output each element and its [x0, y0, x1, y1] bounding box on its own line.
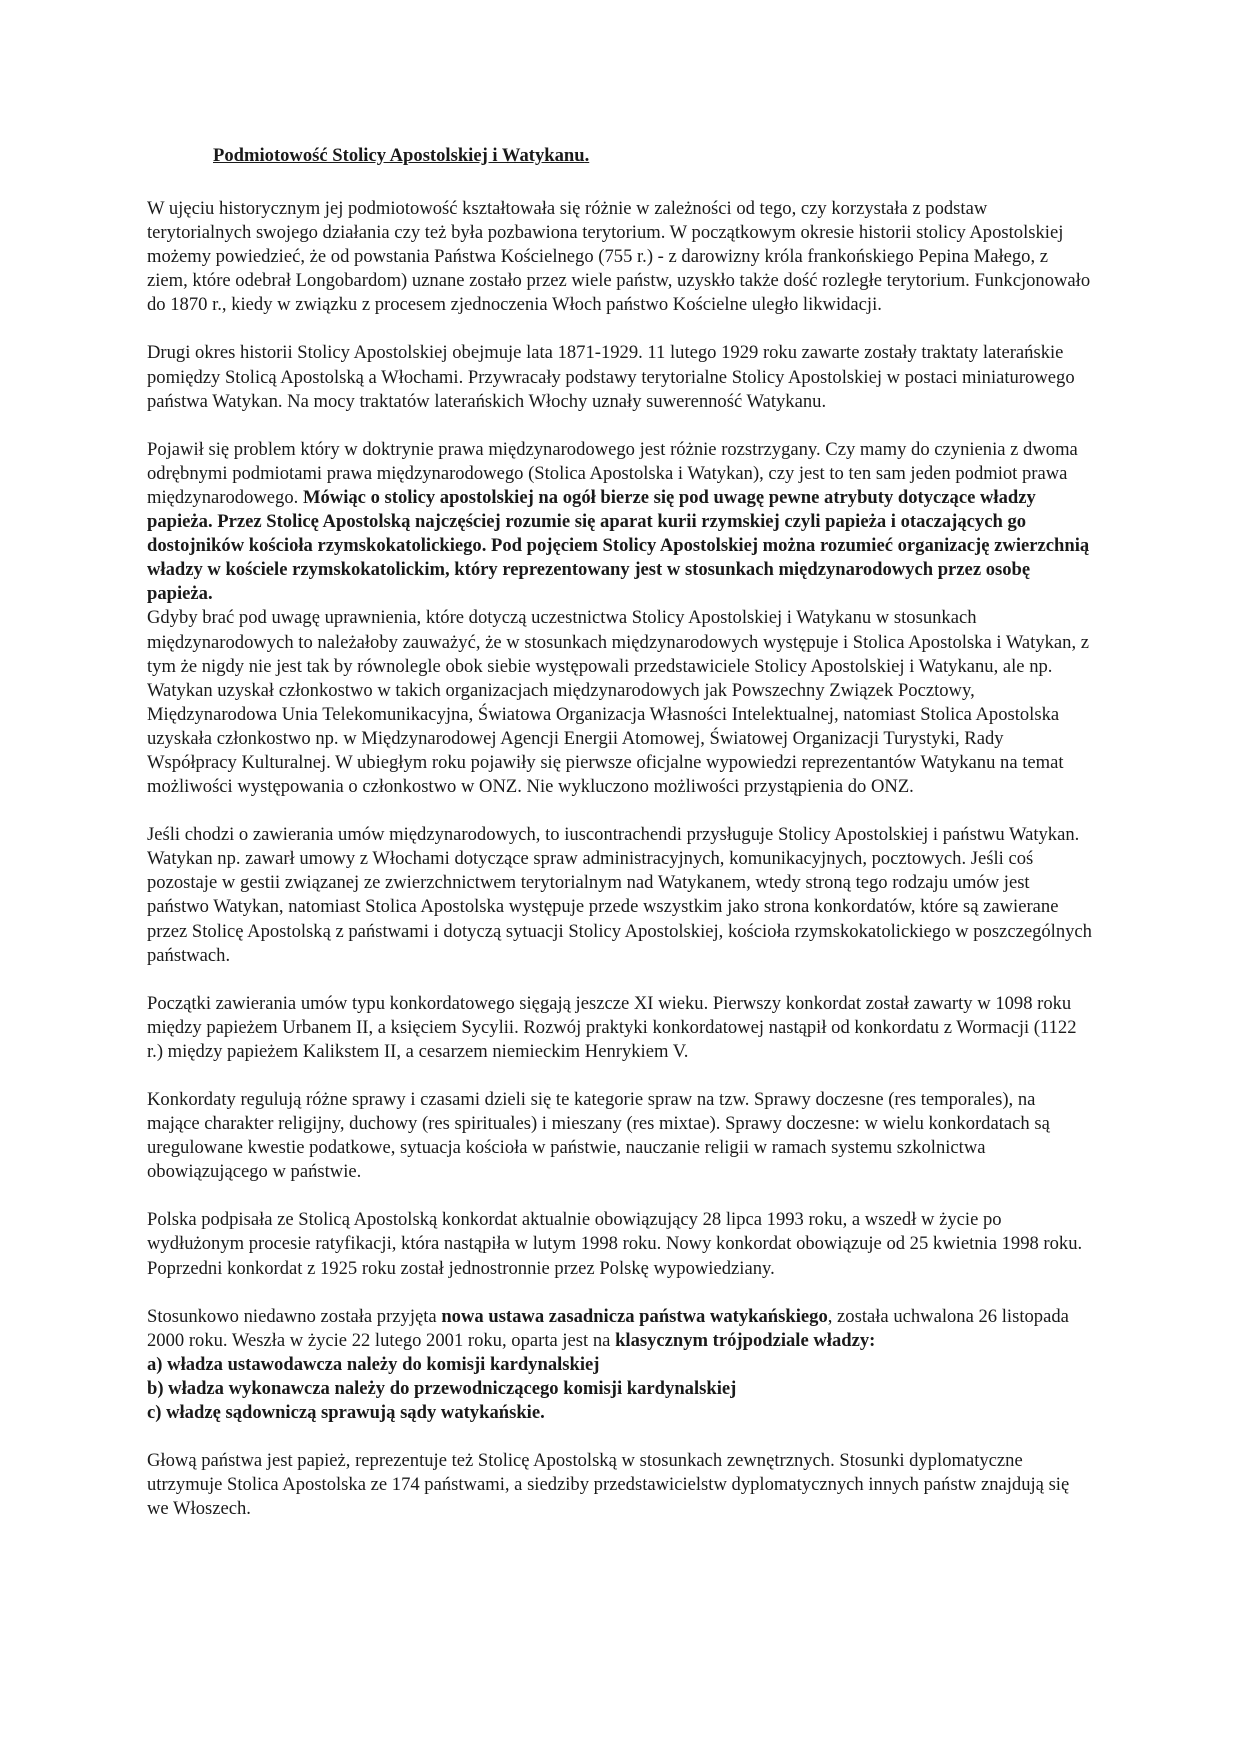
paragraph-international-participation: Gdyby brać pod uwagę uprawnienia, które dotyczą uczestnictwa Stolicy Apostolskiej i Watykanu w stosunkach międzynarodowych to należałoby zauważyć, że w stosunkach międzynarodowych występuje i Stolica Apostolska i Watykan, z tym że nigdy nie jest tak by równolegle obok siebie występowali przedstawiciele Stolicy Apostolskiej i Watykanu, ale np. Watykan uzyskał członkostwo w takich organizacjach międzynarodowych jak Powszechny Związek Pocztowy, Międzynarodowa Unia Telekomunikacyjna, Światowa Organizacja Własności Intelektualnej, natomiast Stolica Apostolska uzyskała członkostwo np. w Międzynarodowej Agencji Energii Atomowej, Światowej Organizacji Turystyki, Rady Współpracy Kulturalnej. W ubiegłym roku pojawiły się pierwsze oficjalne wypowiedzi reprezentantów Watykanu na temat możliwości występowania o członkostwo w ONZ. Nie wykluczono możliwości przystąpienia do ONZ. — [147, 607, 1090, 798]
document-title — [213, 144, 1092, 168]
list-item-judicial: c) władzę sądowniczą sprawują sądy watykańskie. — [147, 1402, 545, 1424]
list-item-legislative: a) władza ustawodawcza należy do komisji kardynalskiej — [147, 1353, 600, 1375]
paragraph-treaties: Jeśli chodzi o zawierania umów międzynarodowych, to iuscontrachendi przysługuje Stolicy Apostolskiej i państwu Watykan. Watykan np. zawarł umowy z Włochami dotyczące spraw administracyjnych, komunikacyjnych, pocztowych. Jeśli coś pozostaje w gestii związanej ze zwierzchnictwem terytorialnym nad Watykanem, wtedy stroną tego rodzaju umów jest państwo Watykan, natomiast Stolica Apostolska występuje przede wszystkim jako strona konkordatów, które są zawierane przez Stolicę Apostolską z państwami i dotyczą sytuacji Stolicy Apostolskiej, kościoła rzymskokatolickiego w poszczególnych państwach. — [147, 824, 1092, 966]
title-text: Podmiotowość Stolicy Apostolskiej i Watykanu — [213, 145, 585, 166]
list-item-executive: b) władza wykonawcza należy do przewodniczącego komisji kardynalskiej — [147, 1377, 737, 1399]
paragraph-head-of-state: Głową państwa jest papież, reprezentuje też Stolicę Apostolską w stosunkach zewnętrznych. Stosunki dyplomatyczne utrzymuje Stolica Apostolska ze 174 państwami, a siedziby przedstawicielstw dyplomatycznych innych państw znajdują się we Włoszech. — [147, 1450, 1070, 1520]
paragraph-history: W ujęciu historycznym jej podmiotowość kształtowała się różnie w zależności od tego, czy korzystała z podstaw terytorialnych swojego działania czy też była pozbawiona terytorium. W początkowym okresie historii stolicy Apostolskiej możemy powiedzieć, że od powstania Państwa Kościelnego (755 r.) - z darowizny króla frankońskiego Pepina Małego, z ziem, które odebrał Longobardom) uznane zostało przez wiele państw, uzyskło także dość rozległe terytorium. Funkcjonowało do 1870 r., kiedy w związku z procesem zjednoczenia Włoch państwo Kościelne uległo likwidacji. — [147, 198, 1091, 316]
paragraph-doctrine-bold: Mówiąc o stolicy apostolskiej na ogół bierze się pod uwagę pewne atrybuty dotyczące władzy papieża. Przez Stolicę Apostolską najczęściej rozumie się aparat kurii rzymskiej czyli papieża i otaczających go dostojników kościoła rzymskokatolickiego. Pod pojęciem Stolicy Apostolskiej można rozumieć organizację zwierzchnią władzy w kościele rzymskokatolickim, który reprezentowany jest w stosunkach międzynarodowych przez osobę papieża. — [147, 486, 1090, 605]
constitution-text-a: Stosunkowo niedawno została przyjęta — [147, 1305, 442, 1327]
paragraph-concordat-origins: Początki zawierania umów typu konkordatowego sięgają jeszcze XI wieku. Pierwszy konkordat został zawarty w 1098 roku między papieżem Urbanem II, a księciem Sycylii. Rozwój praktyki konkordatowej nastąpił od konkordatu z Wormacji (1122 r.) między papieżem Kalikstem II, a cesarzem niemieckim Henrykiem V. — [147, 992, 1077, 1062]
paragraph-concordat-matters: Konkordaty regulują różne sprawy i czasami dzieli się te kategorie spraw na tzw. Sprawy doczesne (res temporales), na mające charakter religijny, duchowy (res spirituales) i mieszany (res mixtae). Sprawy doczesne: w wielu konkordatach są uregulowane kwestie podatkowe, sytuacja kościoła w państwie, nauczanie religii w ramach systemu szkolnictwa obowiązującego w państwie. — [147, 1089, 1050, 1183]
constitution-text-c: , została uchwalona 26 listopada 2000 roku. Weszła w życie 22 lutego 2001 roku, oparta jest na — [147, 1305, 1069, 1351]
title-suffix: . — [584, 145, 590, 166]
paragraph-doctrine-problem — [147, 438, 1092, 607]
constitution-text-d: klasycznym trójpodziale władzy: — [615, 1329, 876, 1351]
paragraph-constitution — [147, 1305, 1092, 1425]
paragraph-lateran-treaties: Drugi okres historii Stolicy Apostolskiej obejmuje lata 1871-1929. 11 lutego 1929 roku zawarte zostały traktaty laterańskie pomiędzy Stolicą Apostolską a Włochami. Przywracały podstawy terytorialne Stolicy Apostolskiej w postaci miniaturowego państwa Watykan. Na mocy traktatów laterańskich Włochy uznały suwerenność Watykanu. — [147, 342, 1075, 412]
paragraph-doctrine-normal: Pojawił się problem który w doktrynie prawa międzynarodowego jest różnie rozstrzygany. Czy mamy do czynienia z dwoma odrębnymi podmiotami prawa międzynarodowego (Stolica Apostolska i Watykan), czy jest to ten sam jeden podmiot prawa międzynarodowego. — [147, 438, 1078, 508]
paragraph-polish-concordat: Polska podpisała ze Stolicą Apostolską konkordat aktualnie obowiązujący 28 lipca 1993 roku, a wszedł w życie po wydłużonym procesie ratyfikacji, która nastąpiła w lutym 1998 roku. Nowy konkordat obowiązuje od 25 kwietnia 1998 roku. Poprzedni konkordat z 1925 roku został jednostronnie przez Polskę wypowiedziany. — [147, 1209, 1083, 1279]
constitution-text-b: nowa ustawa zasadnicza państwa watykańskiego — [441, 1305, 828, 1327]
document-page — [147, 144, 1092, 1545]
